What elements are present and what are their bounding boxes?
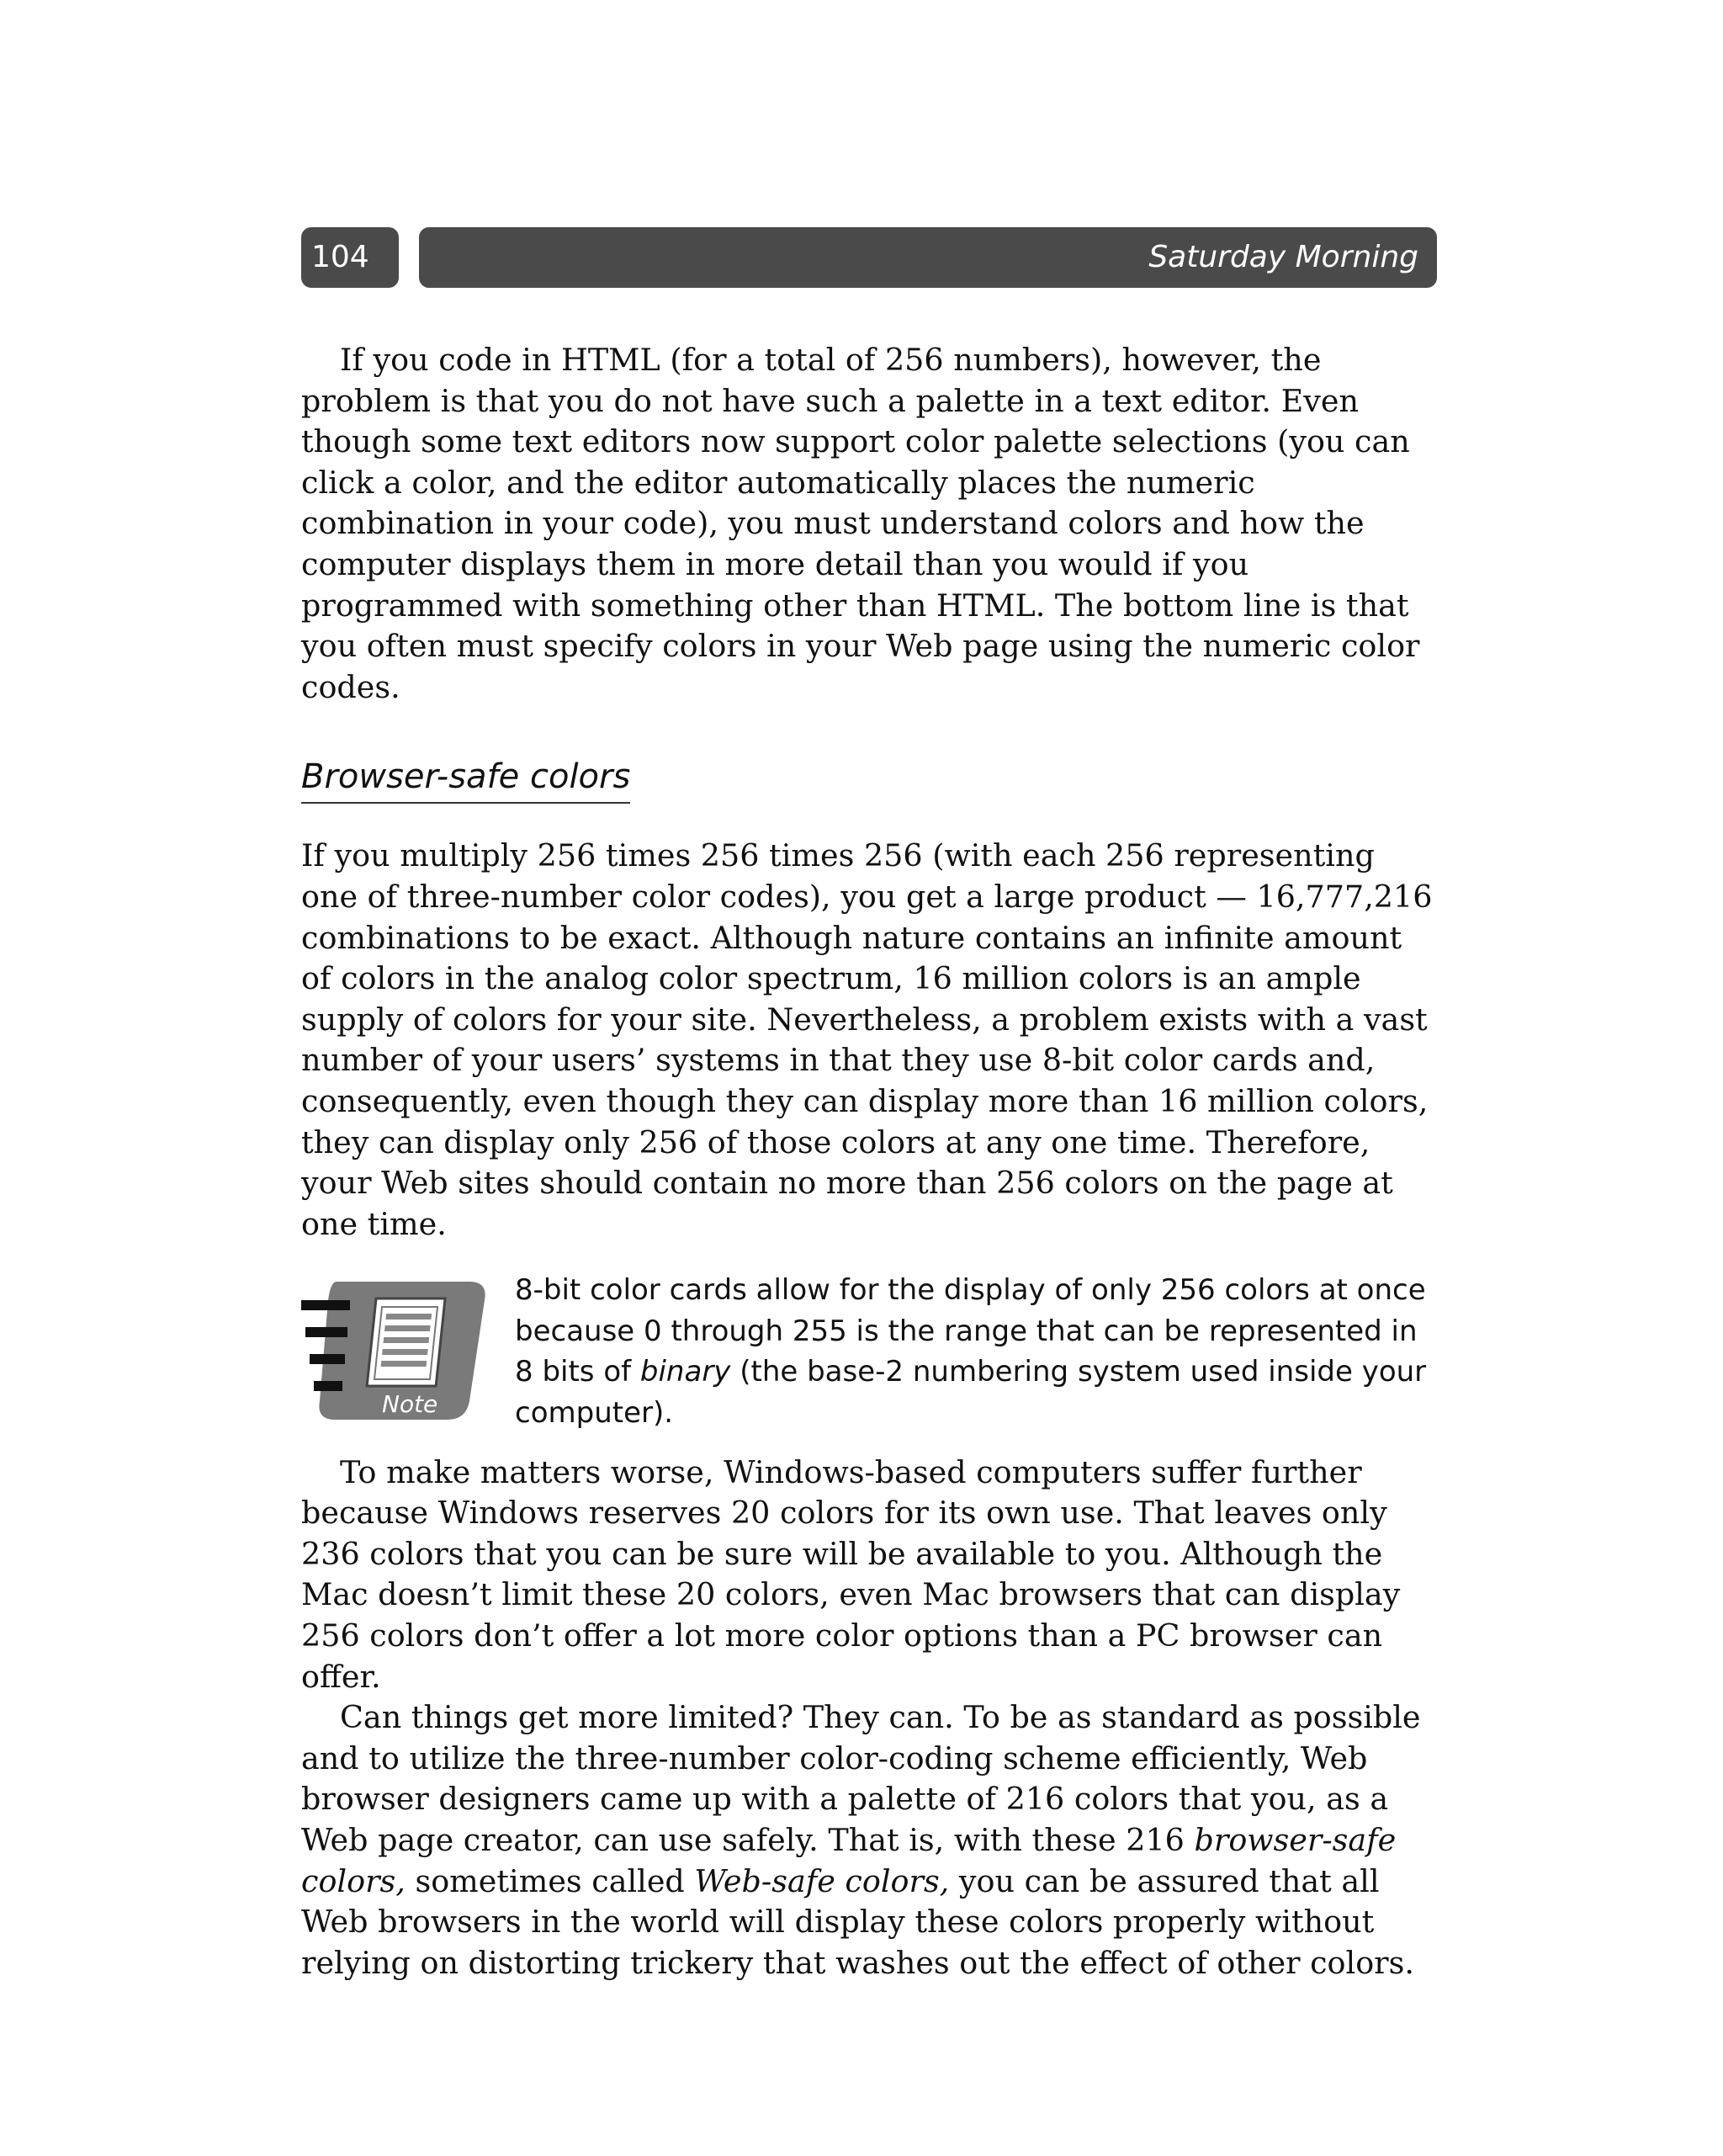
note-text-part: (the base-2 numbering system used inside your computer). [515,1355,1427,1431]
paragraph-text: sometimes called [405,1862,695,1899]
page-body [301,340,1437,1983]
running-head: Saturday Morning [419,227,1437,288]
note-icon [301,1275,495,1422]
note-text-emphasis: binary [639,1355,731,1389]
paragraph-intro: If you code in HTML (for a total of 256 numbers), however, the problem is that you do not have such a palette in a text editor. Even though some text editors now support color palette selections (you can click a color, and the editor automatically places the numeric combination in your code), you must understand colors and how the computer displays them in more detail than you would if you programmed with something other than HTML. The bottom line is that you often must specify colors in your Web page using the numeric color codes. [301,342,1420,705]
note-icon-label: Note [382,1390,438,1419]
paragraph-windows: To make matters worse, Windows-based computers suffer further because Windows reserves 20 colors for its own use. That leaves only 236 colors that you can be sure will be available to you. Although the Mac doesn’t limit these 20 colors, even Mac browsers that can display 256 colors don’t offer a lot more color options than a PC browser can offer. [301,1453,1401,1695]
paragraph-text: you can be assured that all Web browsers in the world will display these colors properly without relying on distorting trickery that washes out the effect of other colors. [301,1862,1414,1981]
paragraph-multiply: If you multiply 256 times 256 times 256 (with each 256 representing one of three-number color codes), you get a large product — 16,777,216 combinations to be exact. Although nature contains an infinite amount of colors in the analog color spectrum, 16 million colors is an ample supply of colors for your site. Nevertheless, a problem exists with a vast number of your users’ systems in that they use 8-bit color cards and, consequently, even though they can display more than 16 million colors, they can display only 256 of those colors at any one time. Therefore, your Web sites should contain no more than 256 colors on the page at one time. [301,837,1433,1242]
paragraph-text: Can things get more limited? They can. To be as standard as possible and to utilize the three-number color-coding scheme efficiently, Web browser designers came up with a palette of 216 colors that you, as a Web page creator, can use safely. That is, with these 216 [301,1699,1421,1858]
note-box [301,1270,1437,1433]
note-text [515,1270,1437,1433]
paragraph-emphasis: browser-safe colors, [301,1822,1397,1899]
page-header [301,227,1437,288]
section-heading: Browser-safe colors [301,753,630,804]
paragraph-emphasis: Web-safe colors, [694,1862,950,1899]
paragraph-browser-safe [301,1697,1437,1983]
note-text-part: 8-bit color cards allow for the display of only 256 colors at once because 0 through 255 is the range that can be represented in 8 bits of [515,1273,1426,1389]
page-number: 104 [301,227,399,288]
